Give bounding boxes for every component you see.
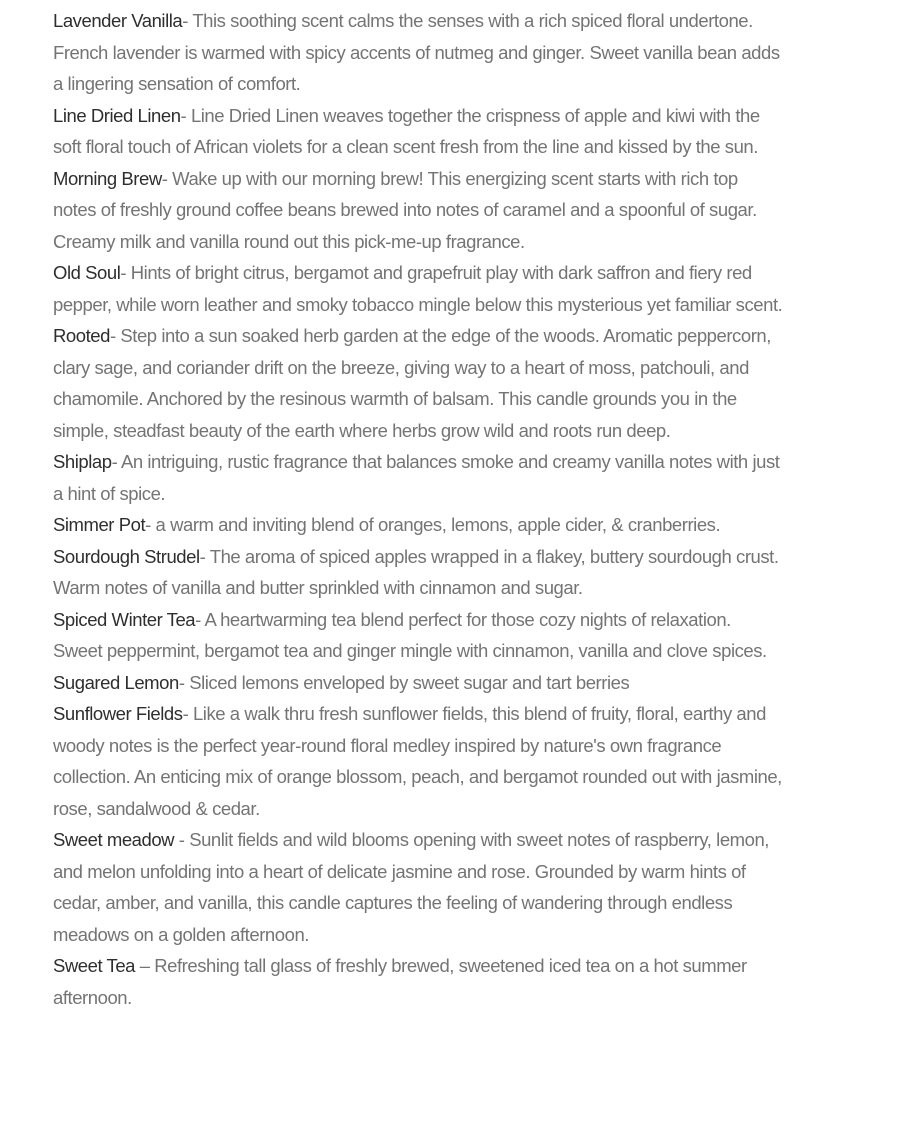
scent-description: Sliced lemons enveloped by sweet sugar and tart berries <box>189 671 630 693</box>
scent-description: Step into a sun soaked herb garden at the edge of the woods. Aromatic peppercorn, clary sage, and coriander drift on the breeze, giving way to a heart of moss, patchouli, and chamomile. Anchored by the resinous warmth of balsam. This candle grounds you in the simple, steadfast beauty of the earth where herbs grow wild and roots run deep. <box>53 325 771 441</box>
scent-separator: - <box>182 10 193 31</box>
scent-description: Refreshing tall glass of freshly brewed, sweetened iced tea on a hot summer afternoon. <box>53 955 747 1008</box>
scent-separator: - <box>182 703 193 724</box>
scent-description: Wake up with our morning brew! This energizing scent starts with rich top notes of freshly ground coffee beans brewed into notes of caramel and a spoonful of sugar. Creamy milk and vanilla round out this pick-me-up fragrance. <box>53 167 757 252</box>
scent-description-list <box>53 5 783 1013</box>
scent-item-lavender-vanilla <box>53 5 783 100</box>
scent-name: Lavender Vanilla <box>53 10 183 31</box>
scent-name: Simmer Pot <box>53 514 146 535</box>
scent-item-rooted <box>53 320 783 446</box>
scent-description: This soothing scent calms the senses with a rich spiced floral undertone. French lavender is warmed with spicy accents of nutmeg and ginger. Sweet vanilla bean adds a lingering sensation of comfort. <box>53 10 780 94</box>
scent-description: Line Dried Linen weaves together the crispness of apple and kiwi with the soft floral touch of African violets for a clean scent fresh from the line and kissed by the sun. <box>53 104 760 157</box>
scent-name: Shiplap <box>53 451 112 472</box>
scent-item-old-soul <box>53 257 783 320</box>
scent-item-sugared-lemon <box>53 667 783 699</box>
scent-name: Sourdough Strudel <box>53 545 200 567</box>
scent-item-sweet-tea <box>53 950 783 1013</box>
scent-name: Old Soul <box>53 262 121 283</box>
scent-separator: - <box>195 608 205 630</box>
scent-separator: - <box>161 167 173 189</box>
scent-name: Line Dried Linen <box>53 104 181 126</box>
scent-separator: - <box>120 262 131 283</box>
scent-item-sweet-meadow <box>53 824 783 950</box>
scent-separator: - <box>199 545 210 567</box>
scent-name: Sweet Tea <box>53 955 136 976</box>
scent-name: Spiced Winter Tea <box>53 608 196 630</box>
scent-item-line-dried-linen <box>53 100 783 163</box>
scent-item-simmer-pot <box>53 509 783 541</box>
scent-item-sourdough-strudel <box>53 541 783 604</box>
scent-item-shiplap <box>53 446 783 509</box>
scent-name: Sunflower Fields <box>53 703 183 724</box>
scent-separator: - <box>178 671 190 693</box>
scent-description: The aroma of spiced apples wrapped in a flakey, buttery sourdough crust. Warm notes of vanilla and butter sprinkled with cinnamon and sugar. <box>53 545 779 598</box>
scent-item-sunflower-fields <box>53 698 783 824</box>
scent-description: a warm and inviting blend of oranges, lemons, apple cider, & cranberries. <box>155 514 721 535</box>
scent-description: Sunlit fields and wild blooms opening with sweet notes of raspberry, lemon, and melon unfolding into a heart of delicate jasmine and rose. Grounded by warm hints of cedar, amber, and vanilla, this candle captures the feeling of wandering through endless meadows on a golden afternoon. <box>53 829 769 945</box>
scent-name: Rooted <box>53 325 110 346</box>
scent-separator: - <box>174 829 190 850</box>
scent-separator: – <box>135 955 155 976</box>
scent-description: An intriguing, rustic fragrance that balances smoke and creamy vanilla notes with just a hint of spice. <box>53 451 780 504</box>
scent-separator: - <box>111 451 121 472</box>
scent-name: Sugared Lemon <box>53 671 179 693</box>
scent-description: A heartwarming tea blend perfect for those cozy nights of relaxation. Sweet peppermint, bergamot tea and ginger mingle with cinnamon, vanilla and clove spices. <box>53 608 767 661</box>
scent-separator: - <box>145 514 156 535</box>
scent-separator: - <box>180 104 191 126</box>
scent-item-morning-brew <box>53 163 783 258</box>
scent-separator: - <box>109 325 121 346</box>
scent-name: Morning Brew <box>53 167 162 189</box>
scent-description: Like a walk thru fresh sunflower fields, this blend of fruity, floral, earthy and woody notes is the perfect year-round floral medley inspired by nature's own fragrance collection. An enticing mix of orange blossom, peach, and bergamot rounded out with jasmine, rose, sandalwood & cedar. <box>53 703 782 819</box>
scent-name: Sweet meadow <box>53 829 175 850</box>
scent-item-spiced-winter-tea <box>53 604 783 667</box>
scent-description: Hints of bright citrus, bergamot and grapefruit play with dark saffron and fiery red pepper, while worn leather and smoky tobacco mingle below this mysterious yet familiar scent. <box>53 262 783 315</box>
